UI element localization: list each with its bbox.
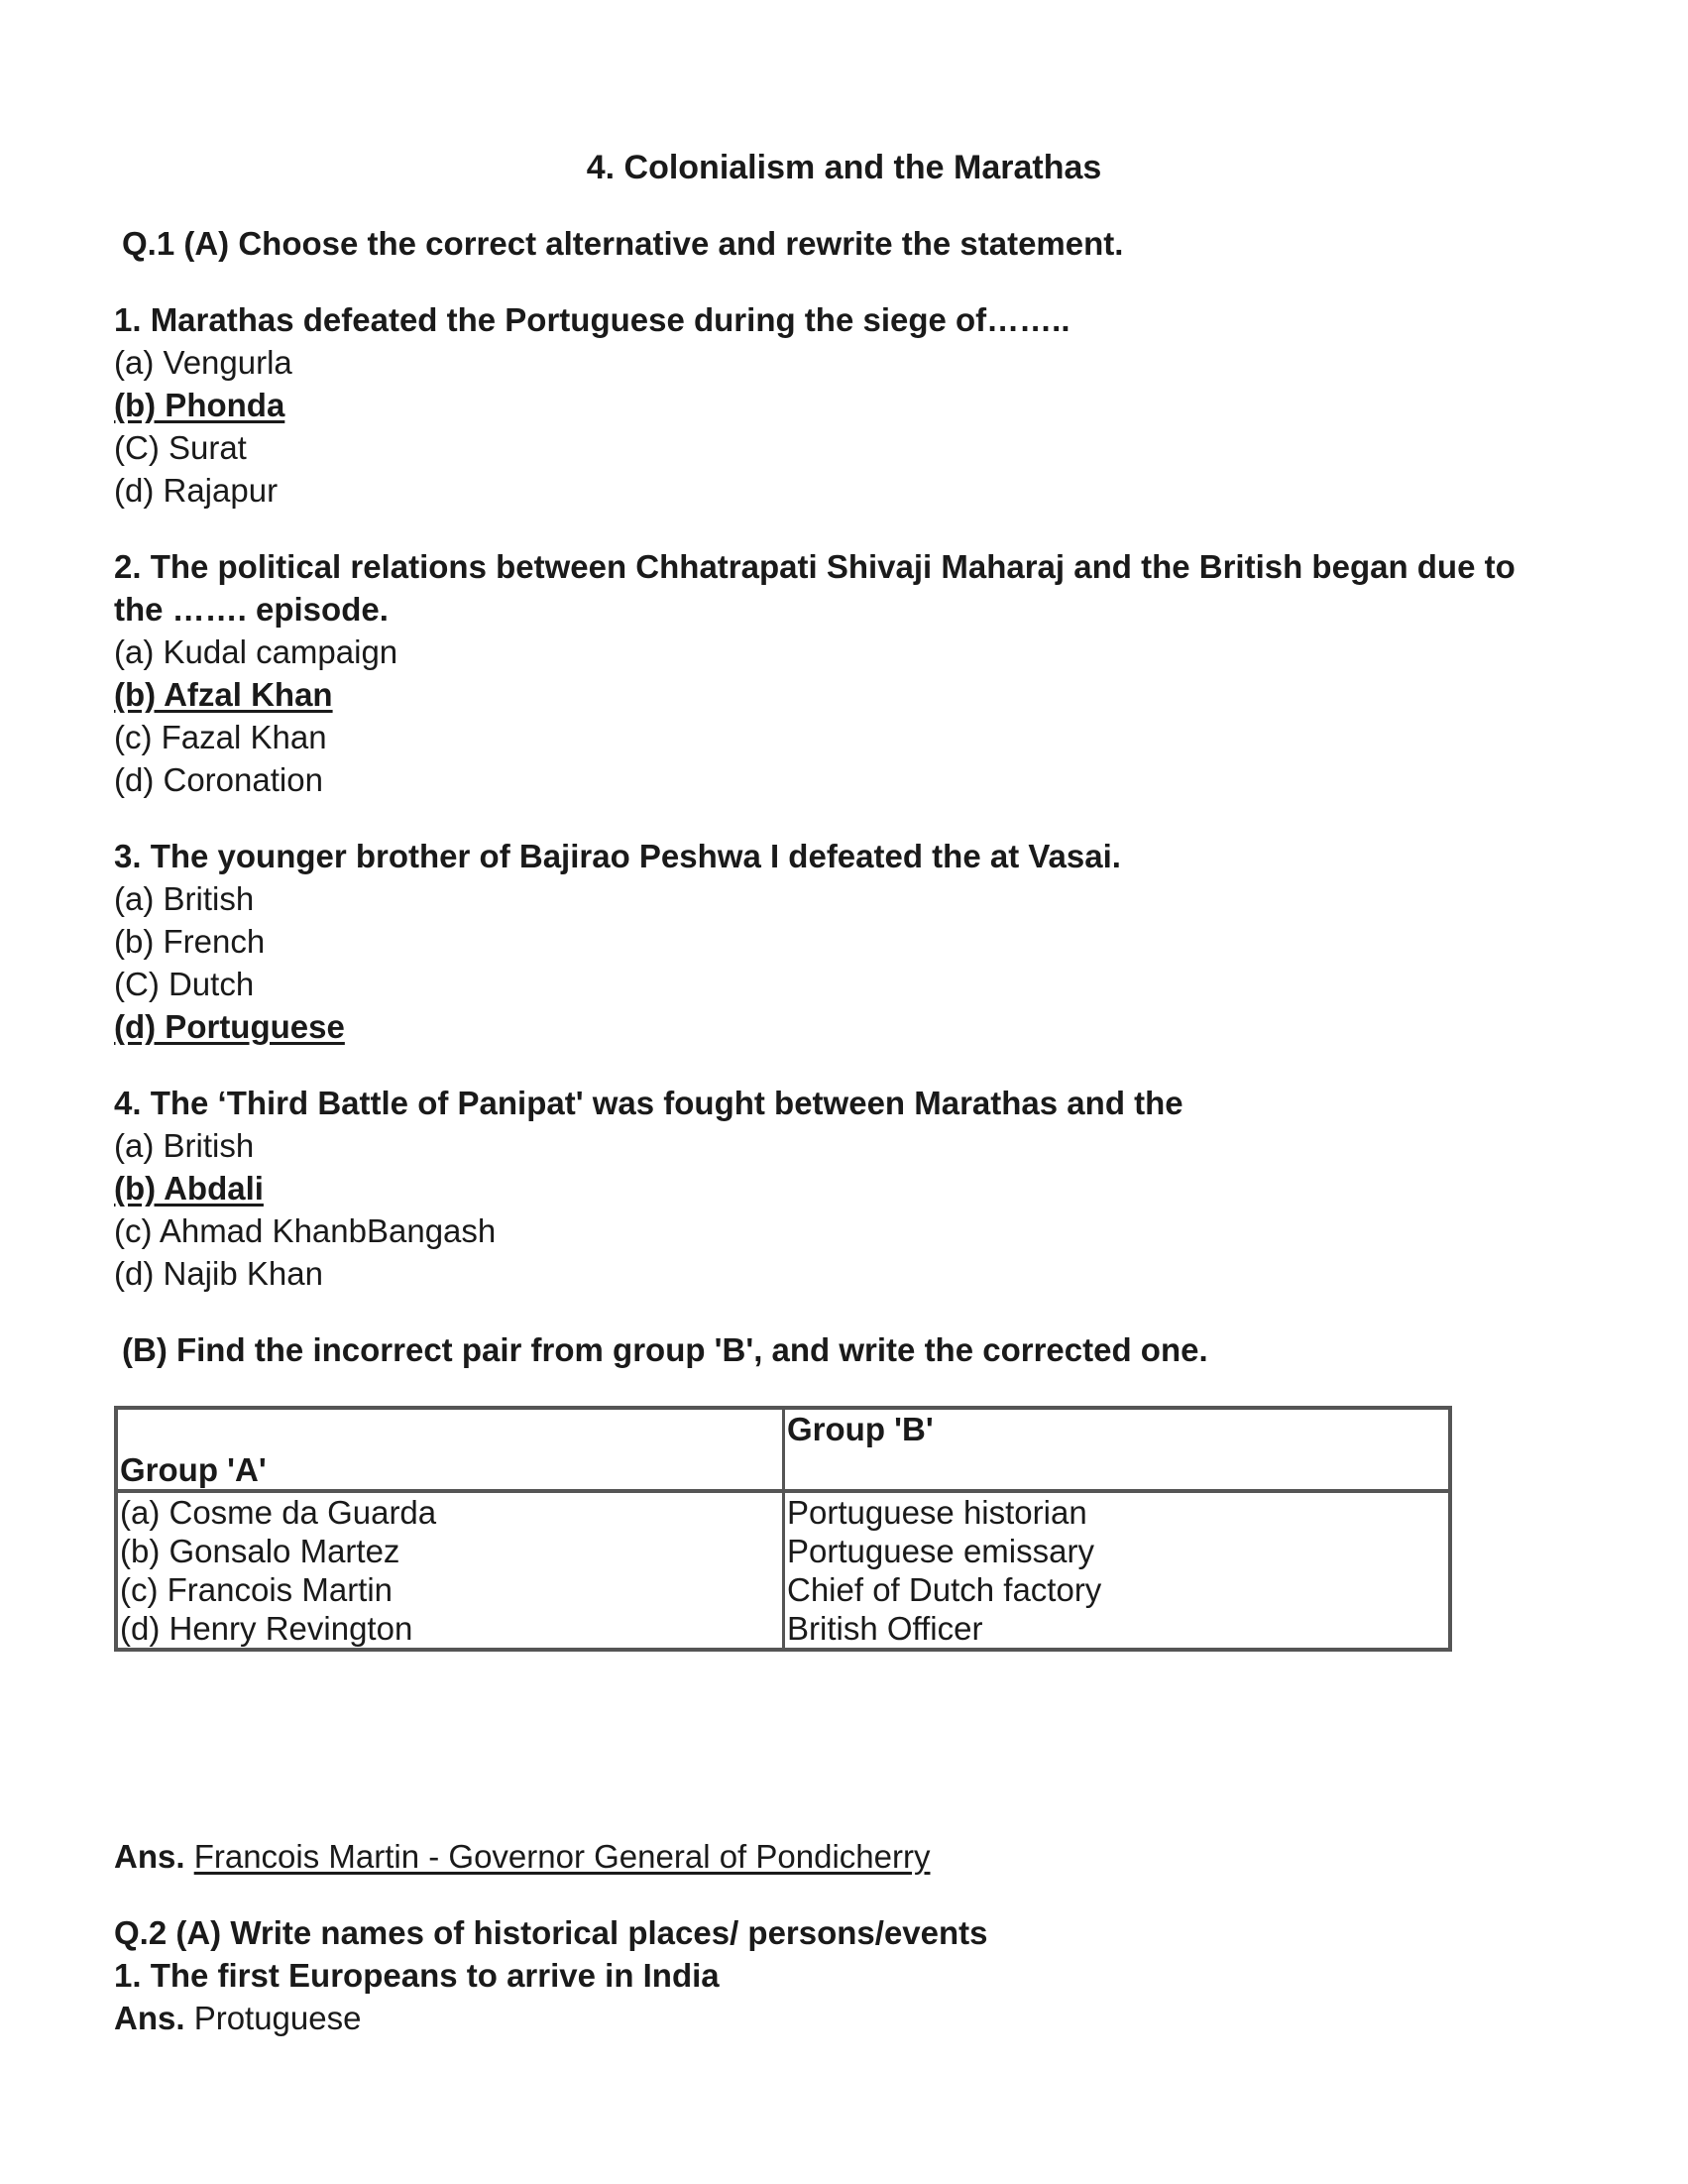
answer-label: Ans. <box>114 2000 185 2036</box>
q1-option-c: (C) Surat <box>114 429 247 466</box>
group-b-header: Group 'B' <box>785 1410 1448 1493</box>
group-a-item: (d) Henry Revington <box>120 1610 413 1647</box>
table-body-row <box>118 1493 1448 1648</box>
answer-label: Ans. <box>114 1838 185 1875</box>
group-a-item: (c) Francois Martin <box>120 1571 394 1608</box>
q1-option-a: (a) Vengurla <box>114 344 292 381</box>
group-b-item: Portuguese historian <box>787 1494 1087 1531</box>
q2-option-d: (d) Coronation <box>114 761 323 798</box>
group-a-column <box>118 1493 785 1648</box>
q3-option-c: (C) Dutch <box>114 966 255 1002</box>
section-b-heading: (B) Find the incorrect pair from group 'B', and write the corrected one. <box>122 1331 1208 1368</box>
group-a-item: (b) Gonsalo Martez <box>120 1533 400 1569</box>
group-b-item: Portuguese emissary <box>787 1533 1094 1569</box>
pairs-table <box>114 1406 1452 1652</box>
section-b-answer <box>114 1836 930 1878</box>
q2-section-heading: Q.2 (A) Write names of historical places/ persons/events <box>114 1914 988 1951</box>
q4-option-c: (c) Ahmad KhanbBangash <box>114 1212 497 1249</box>
q4-option-d: (d) Najib Khan <box>114 1255 323 1292</box>
table-header-row <box>118 1410 1448 1493</box>
answer-text: Protuguese <box>193 2000 362 2036</box>
group-b-column <box>785 1493 1448 1648</box>
question-2-line-2: the ……. episode. <box>114 591 389 628</box>
question-2-line-1: 2. The political relations between Chhatrapati Shivaji Maharaj and the British began due to <box>114 548 1516 585</box>
q2-option-a: (a) Kudal campaign <box>114 633 398 670</box>
q3-option-b: (b) French <box>114 923 266 960</box>
group-b-item: Chief of Dutch factory <box>787 1571 1102 1608</box>
group-a-header: Group 'A' <box>118 1410 785 1493</box>
question-4: 4. The ‘Third Battle of Panipat' was fought between Marathas and the <box>114 1085 1183 1121</box>
q2-option-b-answer: (b) Afzal Khan <box>114 676 333 713</box>
q2-item-1: 1. The first Europeans to arrive in India <box>114 1957 720 1994</box>
q1-option-b-answer: (b) Phonda <box>114 387 285 423</box>
q3-option-d-answer: (d) Portuguese <box>114 1008 345 1045</box>
q3-option-a: (a) British <box>114 880 255 917</box>
question-1: 1. Marathas defeated the Portuguese during the siege of…….. <box>114 301 1070 338</box>
page-title: 4. Colonialism and the Marathas <box>586 149 1102 186</box>
q4-option-b-answer: (b) Abdali <box>114 1170 264 1207</box>
q4-option-a: (a) British <box>114 1127 255 1164</box>
question-3: 3. The younger brother of Bajirao Peshwa I defeated the at Vasai. <box>114 838 1121 874</box>
group-a-item: (a) Cosme da Guarda <box>120 1494 437 1531</box>
group-b-item: British Officer <box>787 1610 983 1647</box>
answer-text: Francois Martin - Governor General of Pondicherry <box>193 1838 931 1875</box>
q2-option-c: (c) Fazal Khan <box>114 719 327 755</box>
section-a-heading: Q.1 (A) Choose the correct alternative and rewrite the statement. <box>122 225 1124 262</box>
q1-option-d: (d) Rajapur <box>114 472 279 509</box>
q2-item-1-answer <box>114 1998 361 2039</box>
